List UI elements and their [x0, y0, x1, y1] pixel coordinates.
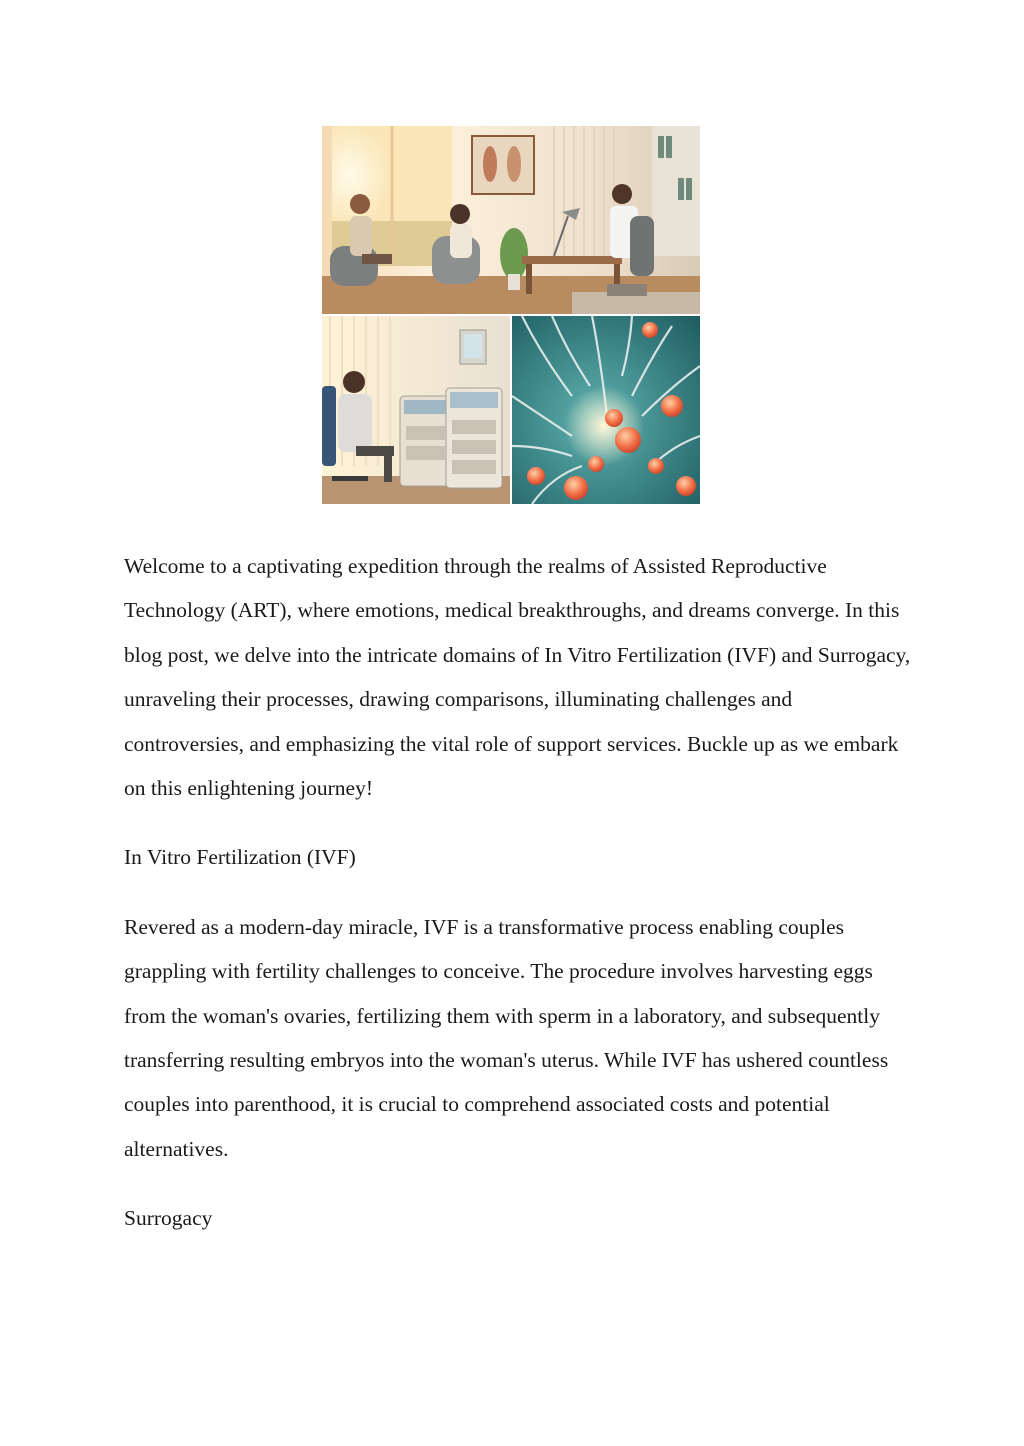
intro-paragraph: Welcome to a captivating expedition through the realms of Assisted Reproductive Technology (ART), where emotions, medical breakthroughs, and dreams converge. In this blog post, we delve into the intricate domains of In Vitro Fertilization (IVF) and Surrogacy, unraveling their processes, drawing comparisons, illuminating challenges and controversies, and emphasizing the vital role of support services. Buckle up as we embark on this enlightening journey! — [124, 554, 911, 801]
consultation-room-image — [322, 126, 700, 314]
cells-microscopy-image — [512, 316, 700, 504]
section-heading-ivf: In Vitro Fertilization (IVF) — [124, 845, 356, 870]
ivf-paragraph: Revered as a modern-day miracle, IVF is a transformative process enabling couples grappling with fertility challenges to conceive. The procedure involves harvesting eggs from the woman's ovaries, fertilizing them with sperm in a laboratory, and subsequently transferring resulting embryos into the woman's uterus. While IVF has ushered countless couples into parenthood, it is crucial to comprehend associated costs and potential alternatives. — [124, 914, 889, 1161]
section-heading-surrogacy: Surrogacy — [124, 1206, 213, 1231]
article-body — [124, 544, 914, 1241]
hero-illustration — [322, 126, 700, 504]
lab-equipment-image — [322, 316, 510, 504]
